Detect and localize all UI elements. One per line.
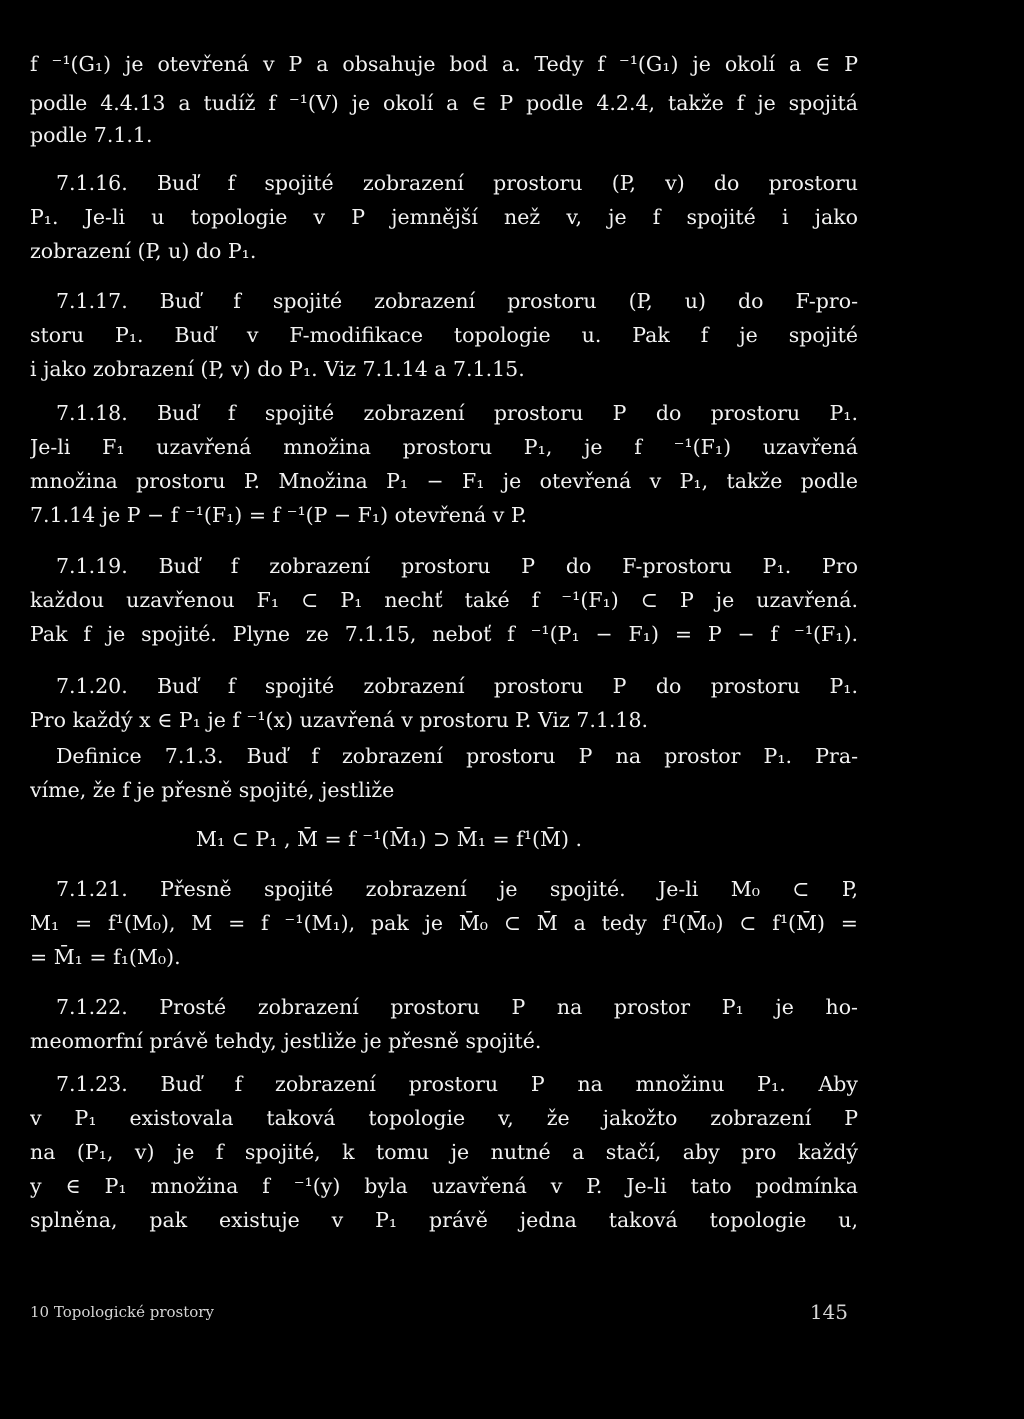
paragraph-7-1-18: 7.1.18. Buď f spojité zobrazení prostoru P do prostoru P₁. <box>56 401 858 425</box>
paragraph-7-1-21: 7.1.21. Přesně spojité zobrazení je spojité. Je-li M₀ ⊂ P, <box>56 877 858 901</box>
text-line: splněna, pak existuje v P₁ právě jedna taková topologie u, <box>30 1208 858 1232</box>
text-line: M₁ = f¹(M₀), M = f ⁻¹(M₁), pak je M̄₀ ⊂ M̄ a tedy f¹(M̄₀) ⊂ f¹(M̄) = <box>30 911 858 935</box>
text-line: víme, že f je přesně spojité, jestliže <box>30 778 395 802</box>
page-number: 145 <box>809 1300 848 1324</box>
display-formula: M₁ ⊂ P₁ , M̄ = f ⁻¹(M̄₁) ⊃ M̄₁ = f¹(M̄) . <box>196 827 582 851</box>
text-line: i jako zobrazení (P, v) do P₁. Viz 7.1.14 a 7.1.15. <box>30 357 525 381</box>
text-line: storu P₁. Buď v F-modifikace topologie u. Pak f je spojité <box>30 323 858 347</box>
text-line: každou uzavřenou F₁ ⊂ P₁ nechť také f ⁻¹(F₁) ⊂ P je uzavřená. <box>30 588 858 612</box>
text-line: Pak f je spojité. Plyne ze 7.1.15, neboť f ⁻¹(P₁ − F₁) = P − f ⁻¹(F₁). <box>30 622 858 646</box>
text-line: = M̄₁ = f₁(M₀). <box>30 945 181 969</box>
text-line: podle 4.4.13 a tudíž f ⁻¹(V) je okolí a ∈ P podle 4.2.4, takže f je spojitá <box>30 91 858 115</box>
text-line: meomorfní právě tehdy, jestliže je přesně spojité. <box>30 1029 542 1053</box>
paragraph-7-1-20: 7.1.20. Buď f spojité zobrazení prostoru P do prostoru P₁. <box>56 674 858 698</box>
text-line: zobrazení (P, u) do P₁. <box>30 239 257 263</box>
definition-7-1-3: Definice 7.1.3. Buď f zobrazení prostoru P na prostor P₁. Pra- <box>56 744 858 768</box>
paragraph-7-1-17: 7.1.17. Buď f spojité zobrazení prostoru (P, u) do F-pro- <box>56 289 858 313</box>
paragraph-7-1-22: 7.1.22. Prosté zobrazení prostoru P na prostor P₁ je ho- <box>56 995 858 1019</box>
text-line: Pro každý x ∈ P₁ je f ⁻¹(x) uzavřená v prostoru P. Viz 7.1.18. <box>30 708 649 732</box>
running-footer: 10 Topologické prostory <box>30 1303 214 1321</box>
paragraph-7-1-16: 7.1.16. Buď f spojité zobrazení prostoru (P, v) do prostoru <box>56 171 858 195</box>
text-line: f ⁻¹(G₁) je otevřená v P a obsahuje bod a. Tedy f ⁻¹(G₁) je okolí a ∈ P <box>30 52 858 76</box>
paragraph-7-1-23: 7.1.23. Buď f zobrazení prostoru P na množinu P₁. Aby <box>56 1072 858 1096</box>
text-line: množina prostoru P. Množina P₁ − F₁ je otevřená v P₁, takže podle <box>30 469 858 493</box>
text-line: 7.1.14 je P − f ⁻¹(F₁) = f ⁻¹(P − F₁) otevřená v P. <box>30 503 528 527</box>
text-line: v P₁ existovala taková topologie v, že jakožto zobrazení P <box>30 1106 858 1130</box>
text-line: na (P₁, v) je f spojité, k tomu je nutné a stačí, aby pro každý <box>30 1140 858 1164</box>
text-line: P₁. Je-li u topologie v P jemnější než v, je f spojité i jako <box>30 205 858 229</box>
text-line: podle 7.1.1. <box>30 123 153 147</box>
paragraph-7-1-19: 7.1.19. Buď f zobrazení prostoru P do F-prostoru P₁. Pro <box>56 554 858 578</box>
text-line: Je-li F₁ uzavřená množina prostoru P₁, je f ⁻¹(F₁) uzavřená <box>30 435 858 459</box>
text-line: y ∈ P₁ množina f ⁻¹(y) byla uzavřená v P. Je-li tato podmínka <box>30 1174 858 1198</box>
